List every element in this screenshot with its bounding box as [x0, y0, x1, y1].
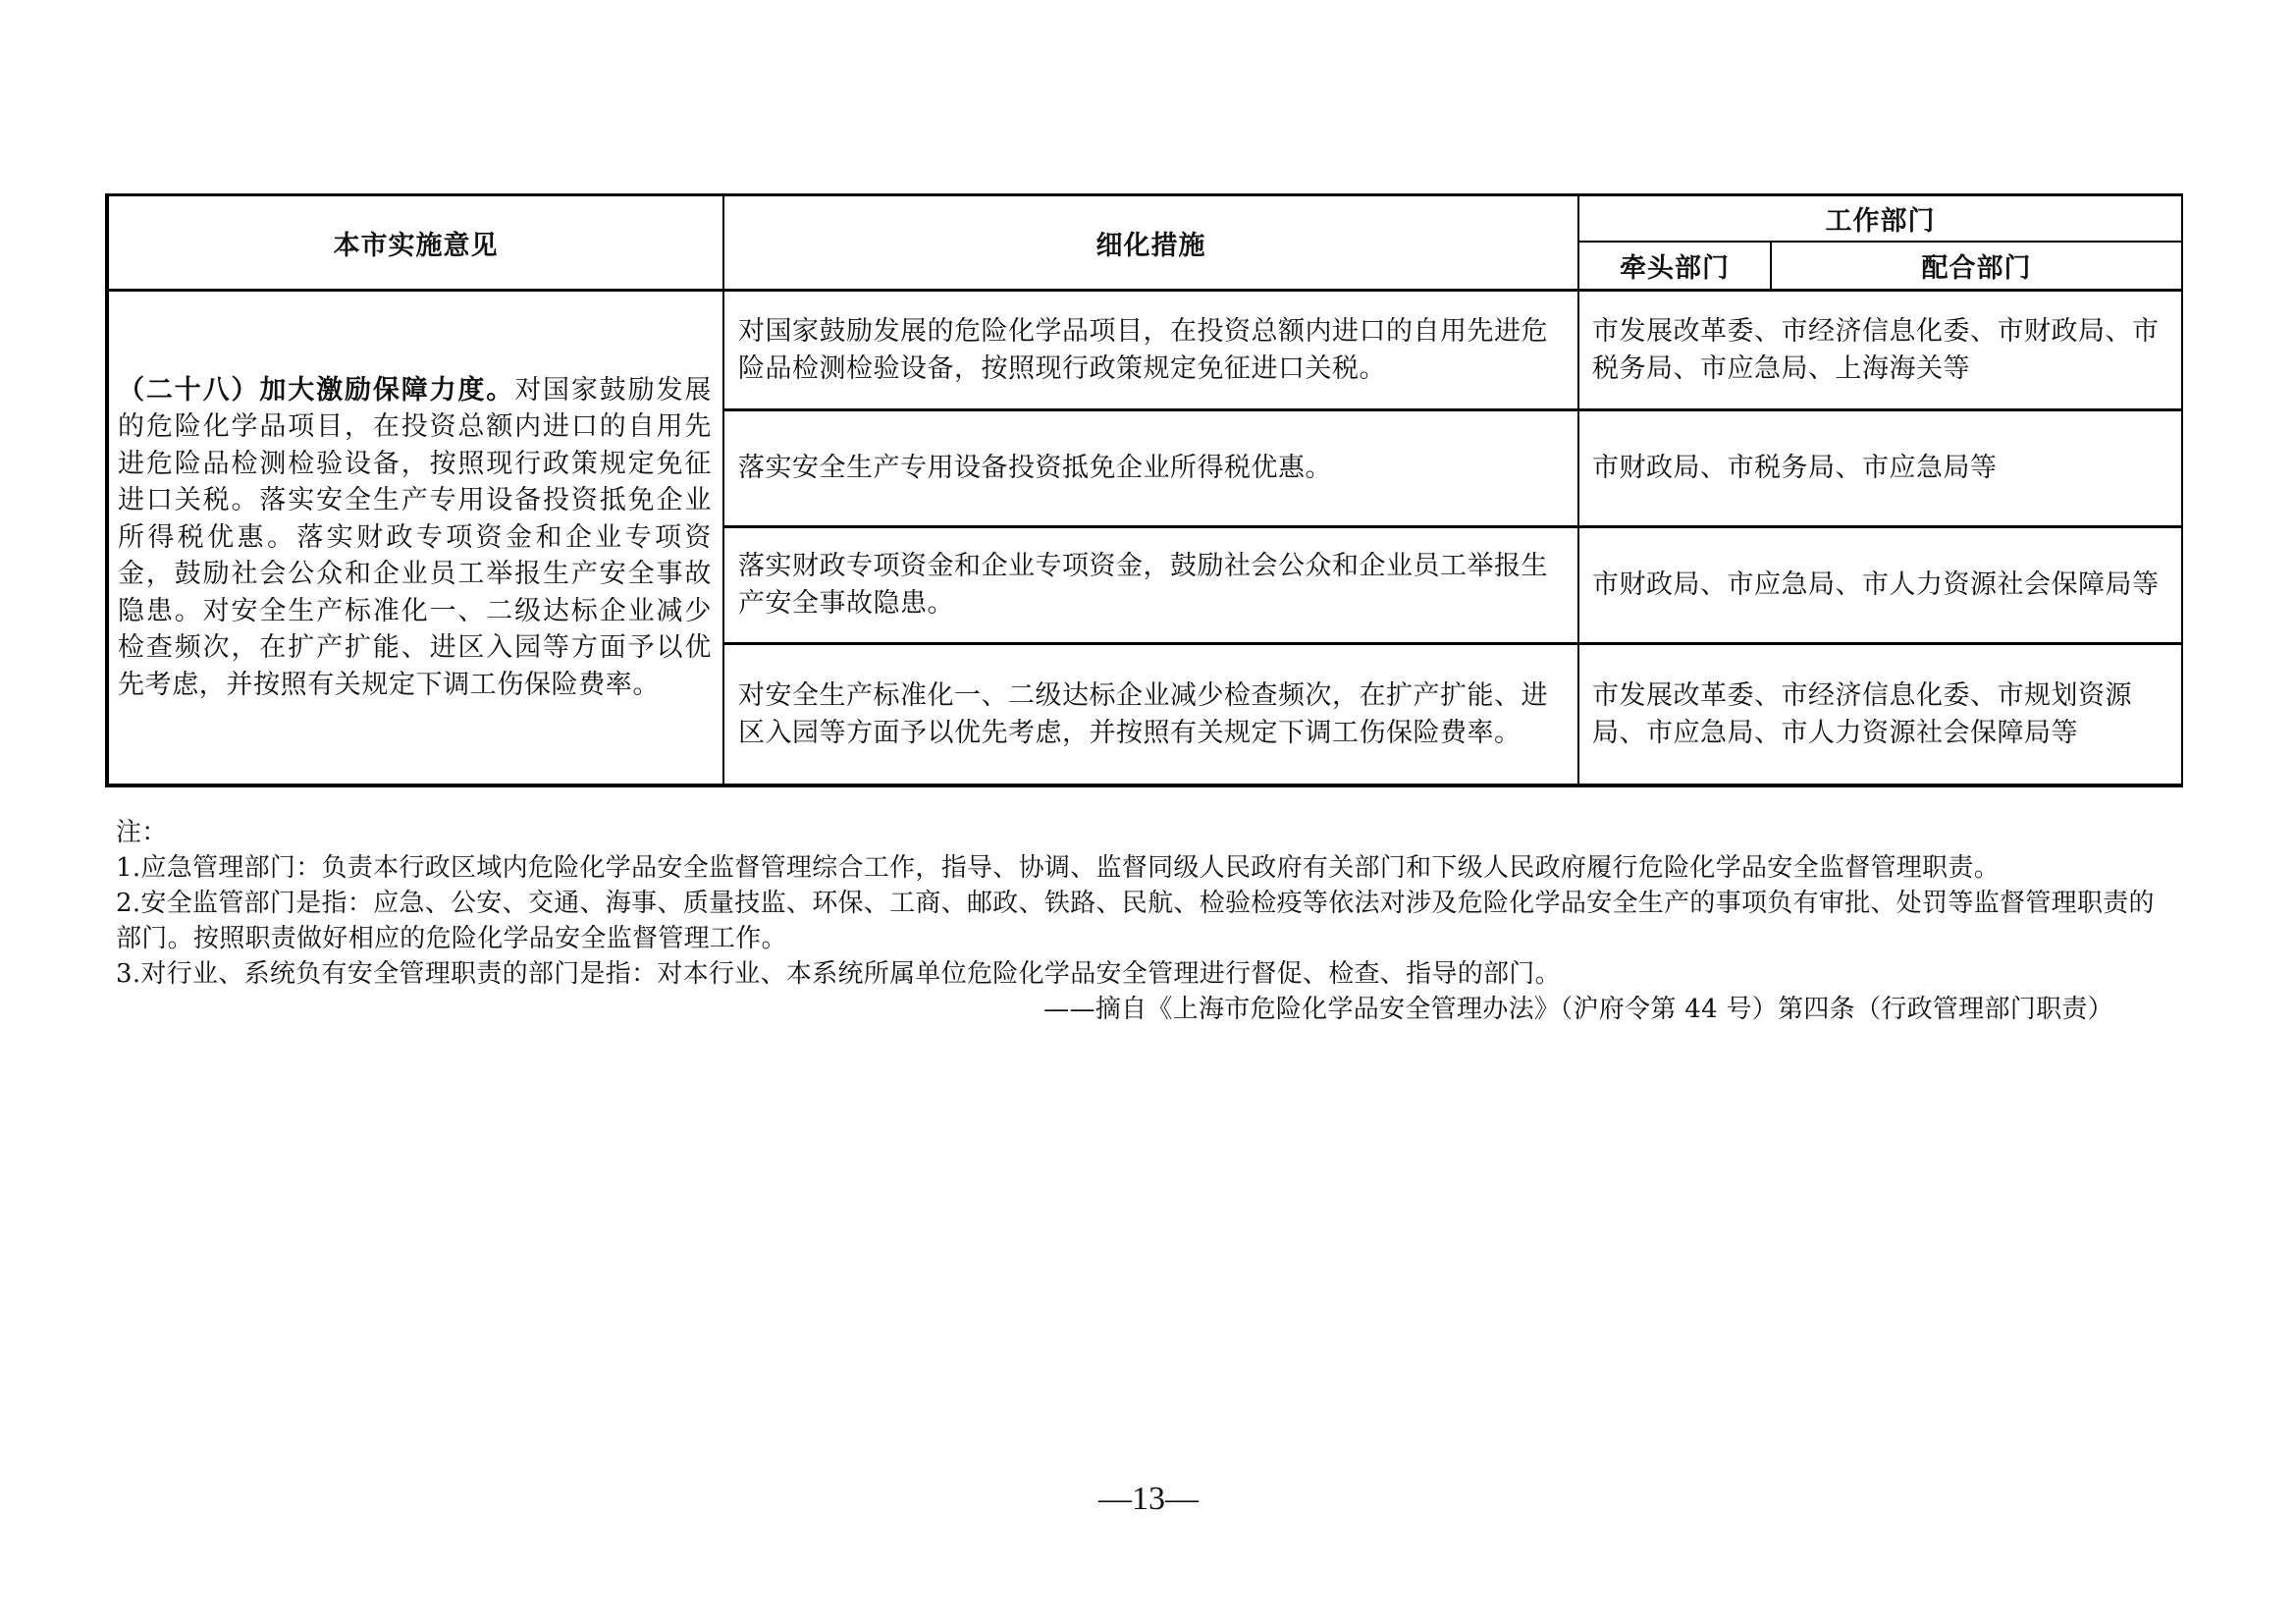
department-cell-4: [1592, 645, 2176, 784]
header-detailed-measures: 细化措施: [1095, 230, 1206, 261]
header-support-department: 配合部门: [1921, 253, 2032, 284]
notes-source: ——摘自《上海市危险化学品安全管理办法》（沪府令第 44 号）第四条（行政管理部门职责）: [1043, 995, 2113, 1024]
department-text: 市财政局、市应急局、市人力资源社会保障局等: [1592, 569, 2160, 600]
department-text: 市发展改革委、市经济信息化委、市财政局、市税务局、市应急局、上海海关等: [1592, 315, 2160, 384]
notes-section: [116, 815, 2187, 1027]
measure-cell-3: [738, 528, 1571, 642]
opinion-body: 对国家鼓励发展的危险化学品项目，在投资总额内进口的自用先进危险品检测检验设备，按照现行政策规定免征进口关税。落实安全生产专用设备投资抵免企业所得税优惠。落实财政专项资金和企业专项资金，鼓励社会公众和企业员工举报生产安全事故隐患。对安全生产标准化一、二级达标企业减少检查频次，在扩产扩能、进区入园等方面予以优先考虑，并按照有关规定下调工伤保险费率。: [118, 374, 713, 700]
table-border-right: [2181, 193, 2183, 787]
note-item-1: 1.应急管理部门：负责本行政区域内危险化学品安全监督管理综合工作，指导、协调、监督同级人民政府有关部门和下级人民政府履行危险化学品安全监督管理职责。: [116, 853, 2001, 883]
department-text: 市财政局、市税务局、市应急局等: [1592, 453, 1998, 483]
header-implementation-opinion: 本市实施意见: [333, 230, 499, 261]
measure-cell-2: [738, 411, 1571, 525]
page-number: —13—: [1098, 1481, 1199, 1517]
department-text: 市发展改革委、市经济信息化委、市规划资源局、市应急局、市人力资源社会保障局等: [1592, 679, 2132, 748]
department-cell-2: [1592, 411, 2176, 525]
note-item-3: 3.对行业、系统负有安全管理职责的部门是指：对本行业、本系统所属单位危险化学品安全管理进行督促、检查、指导的部门。: [116, 959, 1561, 989]
note-item-2: 2.安全监管部门是指：应急、公安、交通、海事、质量技监、环保、工商、邮政、铁路、民航、检验检疫等依法对涉及危险化学品安全生产的事项负有审批、处罚等监督管理职责的部门。按照职责做好相应的危险化学品安全监督管理工作。: [116, 889, 2155, 953]
measure-text: 对国家鼓励发展的危险化学品项目，在投资总额内进口的自用先进危险品检测检验设备，按照现行政策规定免征进口关税。: [738, 315, 1548, 384]
table-border-bottom: [105, 784, 2183, 787]
department-cell-1: [1592, 292, 2176, 408]
measure-text: 落实财政专项资金和企业专项资金，鼓励社会公众和企业员工举报生产安全事故隐患。: [738, 551, 1548, 619]
department-cell-3: [1592, 528, 2176, 642]
measure-text: 对安全生产标准化一、二级达标企业减少检查频次，在扩产扩能、进区入园等方面予以优先考虑，并按照有关规定下调工伤保险费率。: [738, 679, 1548, 748]
measure-cell-4: [738, 645, 1571, 784]
opinion-title: （二十八）加大激励保障力度。: [118, 374, 515, 406]
measure-cell-1: [738, 292, 1571, 408]
header-work-departments: 工作部门: [1825, 206, 1936, 237]
measure-text: 落实安全生产专用设备投资抵免企业所得税优惠。: [738, 453, 1332, 483]
header-lead-department: 牵头部门: [1620, 253, 1730, 284]
notes-heading: 注：: [116, 818, 168, 847]
implementation-opinion-cell: [118, 292, 712, 784]
implementation-opinion-text: [118, 372, 712, 704]
